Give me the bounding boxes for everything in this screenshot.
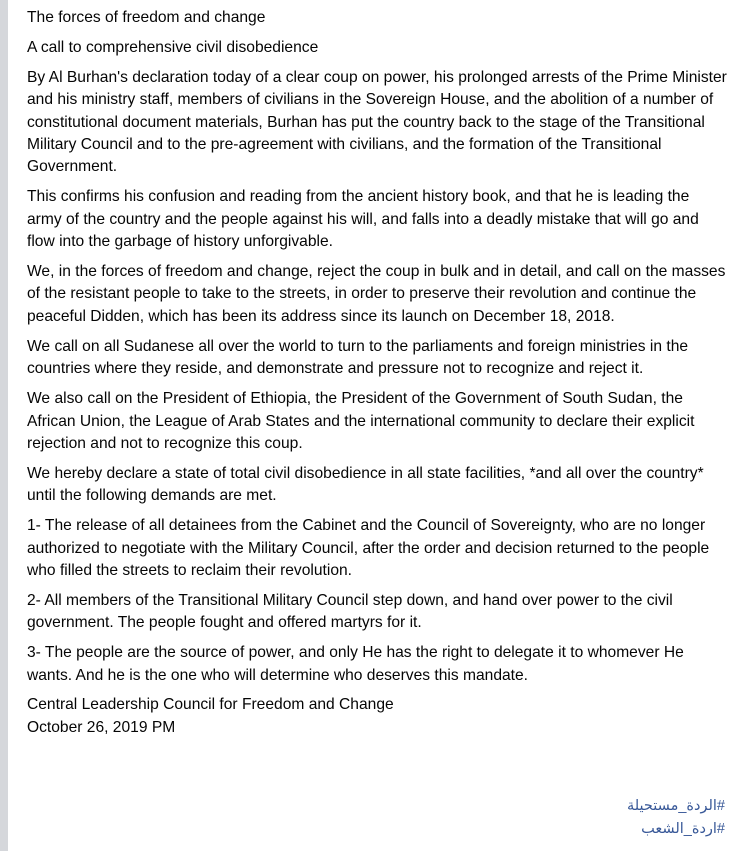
demand-item: 3- The people are the source of power, and only He has the right to delegate it to whomever He wants. And he is the one who will determine who deserves this mandate. <box>27 644 684 684</box>
hashtag-list <box>627 795 725 841</box>
post-paragraph: We also call on the President of Ethiopia, the President of the Government of South Sudan, the African Union, the League of Arab States and the international community to declare their explicit rejection and not to recognize this coup. <box>27 390 695 452</box>
post-title: The forces of freedom and change <box>27 9 266 26</box>
hashtag-link[interactable]: #الردة_مستحيلة <box>626 798 725 814</box>
post-paragraph: We, in the forces of freedom and change, reject the coup in bulk and in detail, and call on the masses of the resistant people to take to the streets, in order to preserve their revolution and continue the peaceful Didden, which has been its address since its launch on December 18, 2018. <box>27 263 726 325</box>
demand-item: 2- All members of the Transitional Military Council step down, and hand over power to the civil government. The people fought and offered martyrs for it. <box>27 591 673 632</box>
left-border-rule <box>0 0 8 851</box>
hashtag-link[interactable]: #اردة_الشعب <box>641 821 725 837</box>
demand-item: 1- The release of all detainees from the Cabinet and the Council of Sovereignty, who are no longer authorized to negotiate with the Military Council, after the order and decision returned to the people who filled the streets to reclaim their revolution. <box>27 517 710 579</box>
post-paragraph: We hereby declare a state of total civil disobedience in all state facilities, *and all over the country* until the following demands are met. <box>27 464 704 505</box>
post-paragraph: We call on all Sudanese all over the world to turn to the parliaments and foreign ministries in the countries where they reside, and demonstrate and pressure not to recognize and reject it. <box>27 337 689 378</box>
post-date: October 26, 2019 PM <box>27 718 176 736</box>
post-body <box>27 7 727 747</box>
signature: Central Leadership Council for Freedom and Change <box>27 696 394 714</box>
post-paragraph: This confirms his confusion and reading from the ancient history book, and that he is leading the army of the country and the people against his will, and falls into a deadly mistake that will go and flow into the garbage of history unforgivable. <box>27 188 699 251</box>
post-subtitle: A call to comprehensive civil disobedience <box>27 38 319 56</box>
post-paragraph: By Al Burhan's declaration today of a clear coup on power, his prolonged arrests of the Prime Minister and his ministry staff, members of civilians in the Sovereign House, and the abolition of a number of constitutional document materials, Burhan has put the country back to the stage of the Transitional Military Council and to the pre-agreement with civilians, and the formation of the Transitional Government. <box>27 68 727 176</box>
